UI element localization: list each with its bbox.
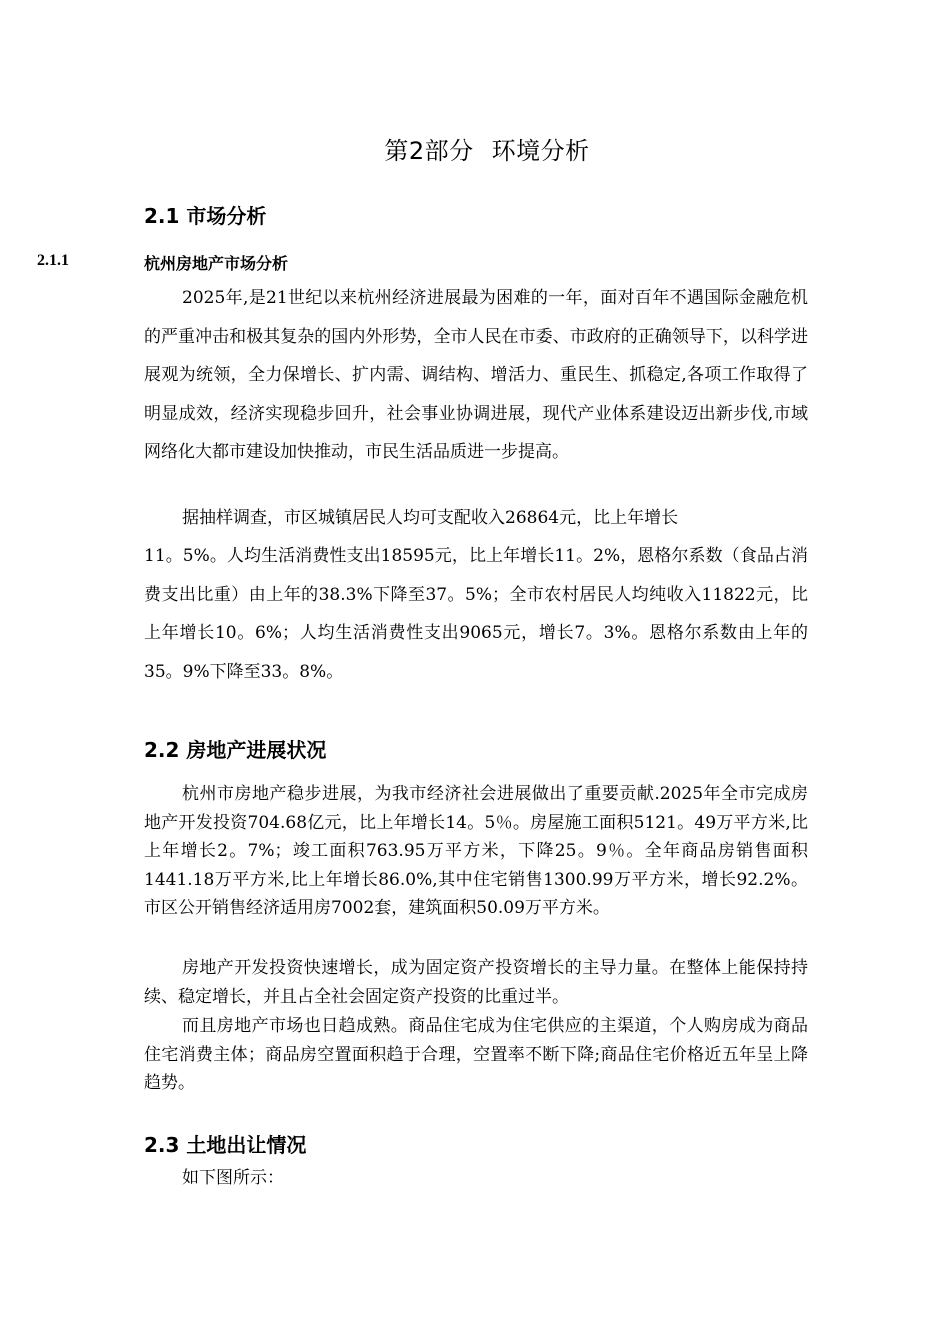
subsection-number-2-1-1: 2.1.1 (37, 252, 69, 269)
section-heading-2-2: 2.2 房地产进展状况 (144, 738, 327, 762)
paragraph-2-3-a: 如下图所示： (182, 1168, 284, 1188)
paragraph-2-2-c: 而且房地产市场也日趋成熟。商品住宅成为住宅供应的主渠道，个人购房成为商品住宅消费主体；商品房空置面积趋于合理，空置率不断下降;商品住宅价格近五年呈上降趋势。 (144, 1016, 808, 1093)
paragraph-2-2-a: 杭州市房地产稳步进展，为我市经济社会进展做出了重要贡献.2025年全市完成房地产开发投资704.68亿元，比上年增长14。5％。房屋施工面积5121。49万平方米,比上年增长2。7%；竣工面积763.95万平方米，下降25。9％。全年商品房销售面积1441.18万平方米,比上年增长86.0%,其中住宅销售1300.99万平方米，增长92.2%。市区公开销售经济适用房7002套，建筑面积50.09万平方米。 (144, 784, 808, 918)
paragraph-2-1-1-a: 2025年,是21世纪以来杭州经济进展最为困难的一年，面对百年不遇国际金融危机的严重冲击和极其复杂的国内外形势，全市人民在市委、市政府的正确领导下，以科学进展观为统领，全力保增长、扩内需、调结构、增活力、重民生、抓稳定,各项工作取得了明显成效，经济实现稳步回升，社会事业协调进展，现代产业体系建设迈出新步伐,市域网络化大都市建设加快推动，市民生活品质进一步提高。 (144, 288, 808, 462)
part-title (0, 131, 950, 166)
subsection-title-2-1-1: 杭州房地产市场分析 (144, 254, 289, 273)
section-heading-2-3: 2.3 土地出让情况 (144, 1133, 307, 1157)
part-number: 第2部分 (384, 137, 474, 165)
paragraph-2-2-b: 房地产开发投资快速增长，成为固定资产投资增长的主导力量。在整体上能保持持续、稳定增长，并且占全社会固定资产投资的比重过半。 (144, 958, 808, 1007)
paragraph-2-1-1-b: 11。5%。人均生活消费性支出18595元，比上年增长11。2%，恩格尔系数（食品占消费支出比重）由上年的38.3%下降至37。5%；全市农村居民人均纯收入11822元，比上年增长10。6%；人均生活消费性支出9065元，增长7。3%。恩格尔系数由上年的35。9%下降至33。8%。 (144, 546, 808, 682)
section-heading-2-1: 2.1 市场分析 (144, 204, 267, 228)
paragraph-2-1-1-b-first-line: 据抽样调查，市区城镇居民人均可支配收入26864元，比上年增长 (182, 508, 679, 528)
part-name: 环境分析 (491, 137, 590, 165)
